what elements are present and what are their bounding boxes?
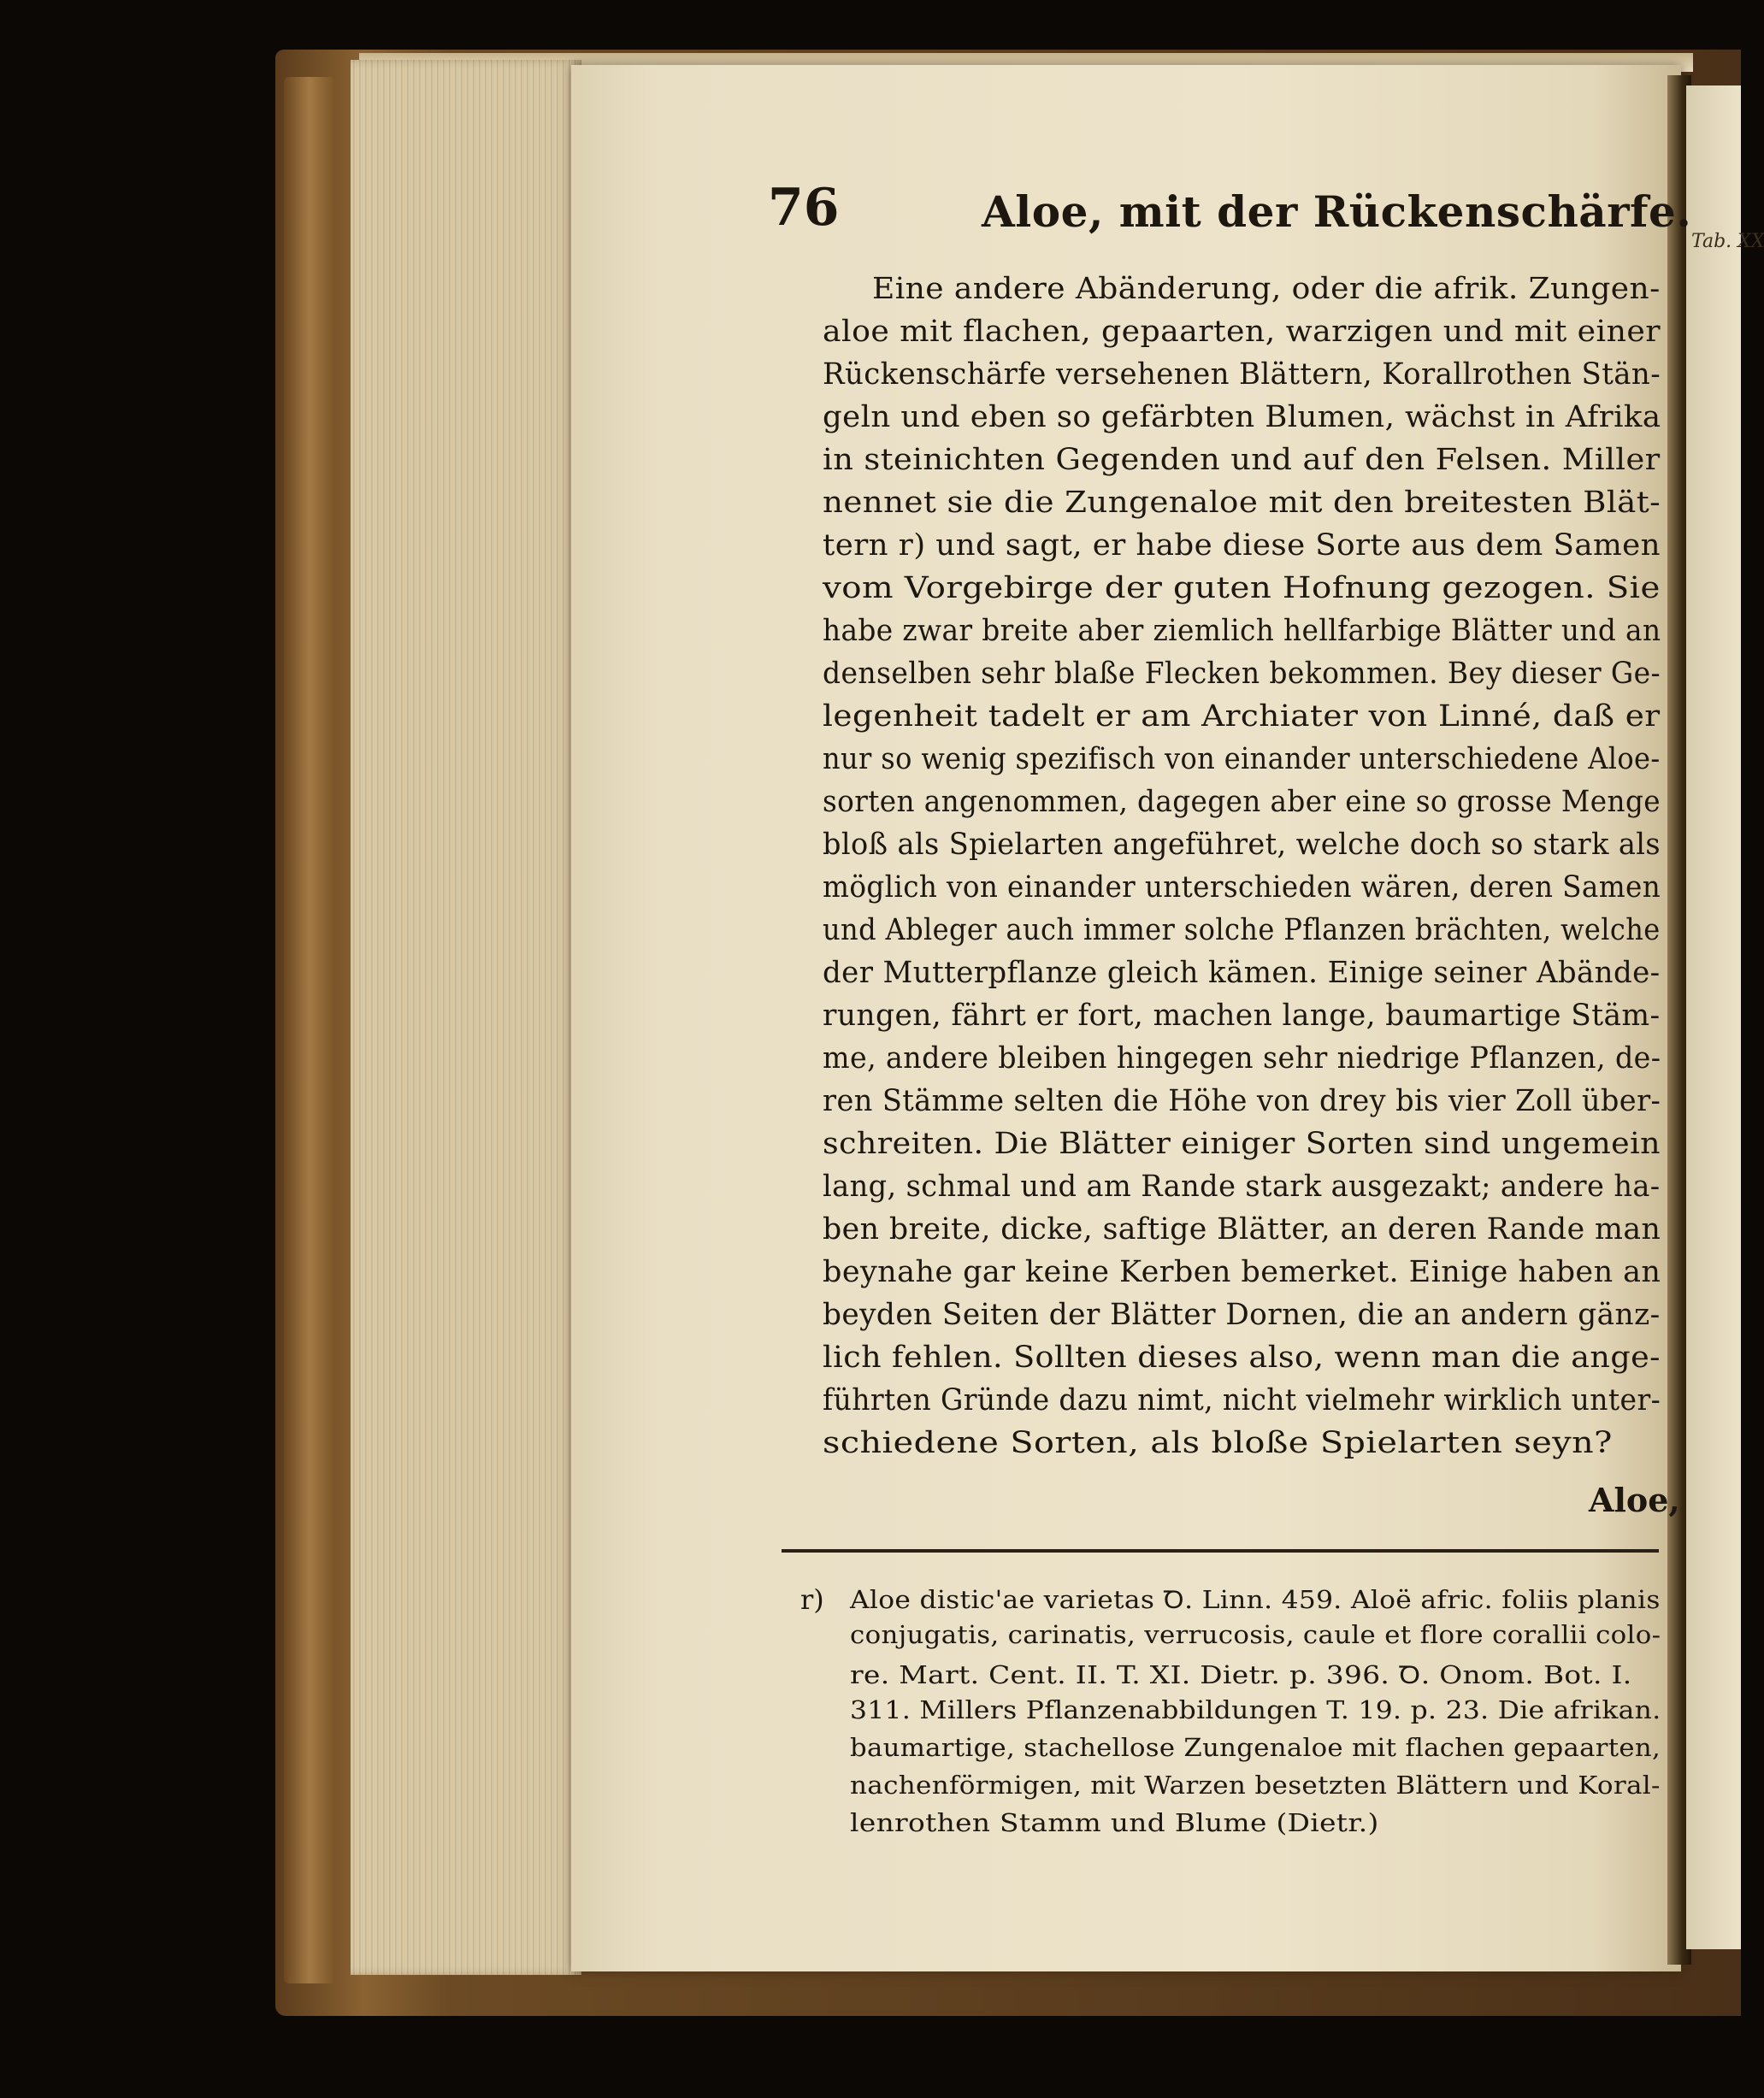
footnote-line: conjugatis, carinatis, verrucosis, caule et flore corallii colo- [850, 1621, 1661, 1649]
body-line: tern r) und sagt, er habe diese Sorte aus dem Samen [823, 528, 1661, 563]
footnote-line: baumartige, stachellose Zungenaloe mit flachen gepaarten, [850, 1734, 1661, 1762]
facing-page-plate-mark: Tab. XX [1691, 231, 1764, 252]
body-line: geln und eben so gefärbten Blumen, wächst in Afrika [823, 400, 1661, 434]
body-line: lang, schmal und am Rande stark ausgezakt; andere ha- [823, 1170, 1661, 1204]
footnote-line: re. Mart. Cent. II. T. XI. Dietr. p. 396. Ꝺ. Onom. Bot. I. [850, 1661, 1632, 1689]
body-line: in steinichten Gegenden und auf den Felsen. Miller [823, 443, 1661, 477]
body-line: sorten angenommen, dagegen aber eine so grosse Menge [823, 785, 1661, 819]
body-line: führten Gründe dazu nimt, nicht vielmehr wirklich unter- [823, 1383, 1661, 1417]
body-line: denselben sehr blaße Flecken bekommen. Bey dieser Ge- [823, 657, 1661, 691]
footnote-marker: r) [800, 1583, 824, 1616]
body-line: habe zwar breite aber ziemlich hellfarbige Blätter und an [823, 614, 1661, 648]
facing-page-sliver [1686, 85, 1741, 1949]
body-line: lich fehlen. Sollten dieses also, wenn man die ange- [823, 1341, 1661, 1375]
body-line: legenheit tadelt er am Archiater von Linné, daß er [823, 699, 1661, 734]
body-line: schreiten. Die Blätter einiger Sorten sind ungemein [823, 1127, 1661, 1161]
body-line: Rückenschärfe versehenen Blättern, Korallrothen Stän- [823, 357, 1661, 392]
body-line: bloß als Spielarten angeführet, welche doch so stark als [823, 828, 1661, 862]
body-line: rungen, fährt er fort, machen lange, baumartige Stäm- [823, 999, 1661, 1033]
body-line: ren Stämme selten die Höhe von drey bis vier Zoll über- [823, 1084, 1661, 1118]
body-line: vom Vorgebirge der guten Hofnung gezogen. Sie [823, 571, 1661, 605]
catchword: Aloe, [1589, 1481, 1680, 1519]
footnote-rule [782, 1549, 1659, 1553]
page-number: 76 [768, 178, 840, 238]
book-spine-edge [284, 77, 335, 1983]
page-stack-edge [351, 60, 581, 1975]
body-line: Eine andere Abänderung, oder die afrik. Zungen- [872, 272, 1661, 306]
body-line: nur so wenig spezifisch von einander unterschiedene Aloe- [823, 742, 1661, 776]
footnote-line: nachenförmigen, mit Warzen besetzten Blättern und Koral- [850, 1771, 1661, 1800]
body-line: me, andere bleiben hingegen sehr niedrige Pflanzen, de- [823, 1041, 1661, 1076]
body-line: der Mutterpflanze gleich kämen. Einige seiner Abände- [823, 956, 1661, 990]
running-head: Aloe, mit der Rückenschärfe. [982, 186, 1692, 237]
body-line: beynahe gar keine Kerben bemerket. Einige haben an [823, 1255, 1661, 1289]
body-line: aloe mit flachen, gepaarten, warzigen und mit einer [823, 315, 1661, 349]
body-line: nennet sie die Zungenaloe mit den breitesten Blät- [823, 486, 1661, 520]
body-line: ben breite, dicke, saftige Blätter, an deren Rande man [823, 1212, 1661, 1246]
footnote-line: lenrothen Stamm und Blume (Dietr.) [850, 1809, 1379, 1837]
body-line: beyden Seiten der Blätter Dornen, die an andern gänz- [823, 1298, 1661, 1332]
footnote-line: 311. Millers Pflanzenabbildungen T. 19. p. 23. Die afrikan. [850, 1696, 1661, 1724]
body-line: schiedene Sorten, als bloße Spielarten seyn? [823, 1426, 1613, 1460]
body-line: möglich von einander unterschieden wären, deren Samen [823, 870, 1661, 905]
footnote-line: Aloe distic'ae varietas Ꝺ. Linn. 459. Aloë afric. foliis planis [850, 1586, 1661, 1614]
body-line: und Ableger auch immer solche Pflanzen brächten, welche [823, 913, 1661, 947]
